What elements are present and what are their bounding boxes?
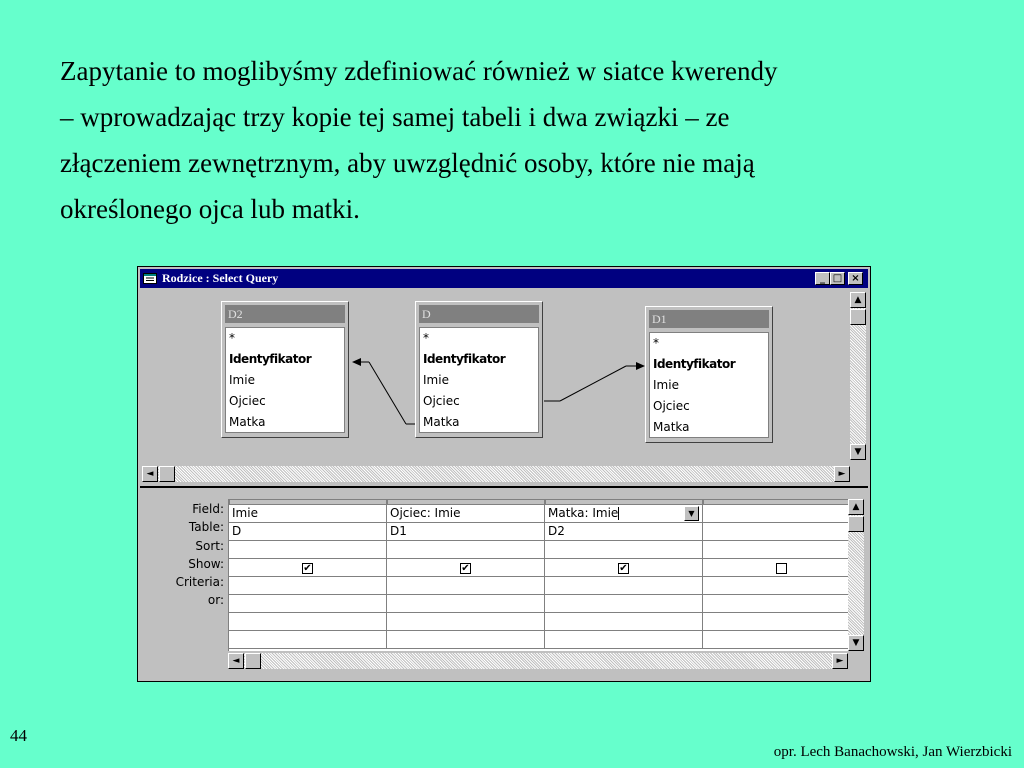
table-pane-vscrollbar[interactable]	[850, 292, 866, 460]
grid-cell-or[interactable]	[387, 595, 545, 613]
pane-splitter[interactable]	[140, 486, 868, 492]
grid-cell-empty[interactable]	[229, 631, 387, 649]
grid-cell-field[interactable]	[545, 505, 703, 523]
scroll-down-icon[interactable]: ▼	[848, 635, 864, 651]
grid-cell-sort[interactable]	[703, 541, 849, 559]
field-item[interactable]: Imie	[653, 378, 679, 392]
query-icon	[143, 273, 157, 284]
table-d1[interactable]	[645, 306, 773, 443]
grid-row-labels	[142, 500, 224, 610]
grid-vscrollbar[interactable]	[848, 499, 864, 651]
grid-cell-field[interactable]: Ojciec: Imie	[387, 505, 545, 523]
table-d-header[interactable]: D	[419, 305, 539, 323]
row-label-show: Show:	[188, 556, 224, 571]
grid-cell-field-value: Matka: Imie	[548, 506, 619, 520]
scroll-thumb[interactable]	[159, 466, 175, 482]
grid-cell-table[interactable]: D1	[387, 523, 545, 541]
window-title: Rodzice : Select Query	[162, 271, 279, 285]
field-item[interactable]: Identyfikator	[423, 352, 506, 366]
grid-cell-empty[interactable]	[387, 613, 545, 631]
join-line-d-d1[interactable]	[544, 362, 645, 401]
scroll-right-icon[interactable]: ►	[832, 653, 848, 669]
scroll-thumb[interactable]	[848, 516, 864, 532]
text-line-4: określonego ojca lub matki.	[60, 194, 360, 224]
table-pane	[142, 292, 850, 457]
field-item[interactable]: Identyfikator	[229, 352, 312, 366]
row-label-or: or:	[207, 593, 224, 608]
scroll-left-icon[interactable]: ◄	[142, 466, 158, 482]
grid-cell-or[interactable]	[229, 595, 387, 613]
field-item[interactable]: Imie	[229, 373, 255, 387]
slide-text	[60, 48, 990, 232]
field-item[interactable]: *	[423, 331, 429, 345]
join-line-d2-d[interactable]	[352, 358, 415, 424]
grid-cell-field[interactable]	[703, 505, 849, 523]
field-item[interactable]: Identyfikator	[653, 357, 736, 371]
grid-cell-field[interactable]: Imie	[229, 505, 387, 523]
maximize-button[interactable]: □	[830, 272, 845, 285]
field-item[interactable]: Matka	[229, 415, 266, 429]
grid-cell-empty[interactable]	[387, 631, 545, 649]
field-item[interactable]: *	[653, 336, 659, 350]
scroll-up-icon[interactable]: ▲	[850, 292, 866, 308]
table-pane-hscrollbar[interactable]	[142, 466, 850, 482]
grid-cell-criteria[interactable]	[229, 577, 387, 595]
grid-cell-sort[interactable]	[229, 541, 387, 559]
close-button[interactable]: ×	[848, 272, 863, 285]
show-checkbox[interactable]: ✔	[303, 563, 312, 574]
grid-cell-table[interactable]	[703, 523, 849, 541]
table-d[interactable]	[415, 301, 543, 438]
scroll-left-icon[interactable]: ◄	[228, 653, 244, 669]
show-checkbox[interactable]: ✔	[619, 563, 628, 574]
design-grid	[228, 499, 849, 651]
grid-hscrollbar[interactable]	[228, 653, 848, 669]
author-credit: opr. Lech Banachowski, Jan Wierzbicki	[773, 744, 1012, 760]
grid-cell-or[interactable]	[545, 595, 703, 613]
design-grid-pane	[142, 495, 860, 673]
field-item[interactable]: Matka	[653, 420, 690, 434]
field-item[interactable]: *	[229, 331, 235, 345]
scroll-up-icon[interactable]: ▲	[848, 499, 864, 515]
table-d2[interactable]	[221, 301, 349, 438]
table-d-fields	[419, 327, 539, 433]
table-d2-fields	[225, 327, 345, 433]
field-item[interactable]: Ojciec	[229, 394, 266, 408]
text-line-2: – wprowadzając trzy kopie tej samej tabeli i dwa związki – ze	[60, 102, 730, 132]
grid-cell-criteria[interactable]	[703, 577, 849, 595]
show-checkbox[interactable]: ✔	[461, 563, 470, 574]
grid-cell-sort[interactable]	[387, 541, 545, 559]
scroll-thumb[interactable]	[850, 309, 866, 325]
grid-cell-empty[interactable]	[545, 613, 703, 631]
table-d2-header[interactable]: D2	[225, 305, 345, 323]
table-d1-fields	[649, 332, 769, 438]
field-item[interactable]: Ojciec	[653, 399, 690, 413]
show-checkbox[interactable]	[776, 563, 787, 574]
row-label-sort: Sort:	[195, 538, 224, 553]
row-label-field: Field:	[192, 502, 224, 516]
grid-cell-table[interactable]: D2	[545, 523, 703, 541]
scroll-thumb[interactable]	[245, 653, 261, 669]
grid-cell-empty[interactable]	[703, 631, 849, 649]
text-line-1: Zapytanie to moglibyśmy zdefiniować również w siatce kwerendy	[60, 56, 778, 86]
text-line-3: złączeniem zewnętrznym, aby uwzględnić osoby, które nie mają	[60, 148, 755, 178]
row-label-criteria: Criteria:	[175, 575, 224, 590]
grid-cell-empty[interactable]	[545, 631, 703, 649]
grid-cell-criteria[interactable]	[545, 577, 703, 595]
grid-cell-sort[interactable]	[545, 541, 703, 559]
scroll-right-icon[interactable]: ►	[834, 466, 850, 482]
field-dropdown-icon[interactable]: ▼	[684, 506, 699, 521]
query-window	[137, 266, 871, 682]
grid-cell-table[interactable]: D	[229, 523, 387, 541]
title-bar[interactable]	[140, 269, 868, 288]
grid-cell-empty[interactable]	[229, 613, 387, 631]
grid-cell-empty[interactable]	[703, 613, 849, 631]
table-d1-header[interactable]: D1	[649, 310, 769, 328]
scroll-down-icon[interactable]: ▼	[850, 444, 866, 460]
minimize-button[interactable]: _	[815, 272, 830, 285]
field-item[interactable]: Imie	[423, 373, 449, 387]
text-cursor	[618, 507, 619, 520]
row-label-table: Table:	[188, 520, 224, 535]
page-number: 44	[10, 726, 27, 745]
grid-cell-criteria[interactable]	[387, 577, 545, 595]
field-item[interactable]: Ojciec	[423, 394, 460, 408]
field-item[interactable]: Matka	[423, 415, 460, 429]
grid-cell-or[interactable]	[703, 595, 849, 613]
